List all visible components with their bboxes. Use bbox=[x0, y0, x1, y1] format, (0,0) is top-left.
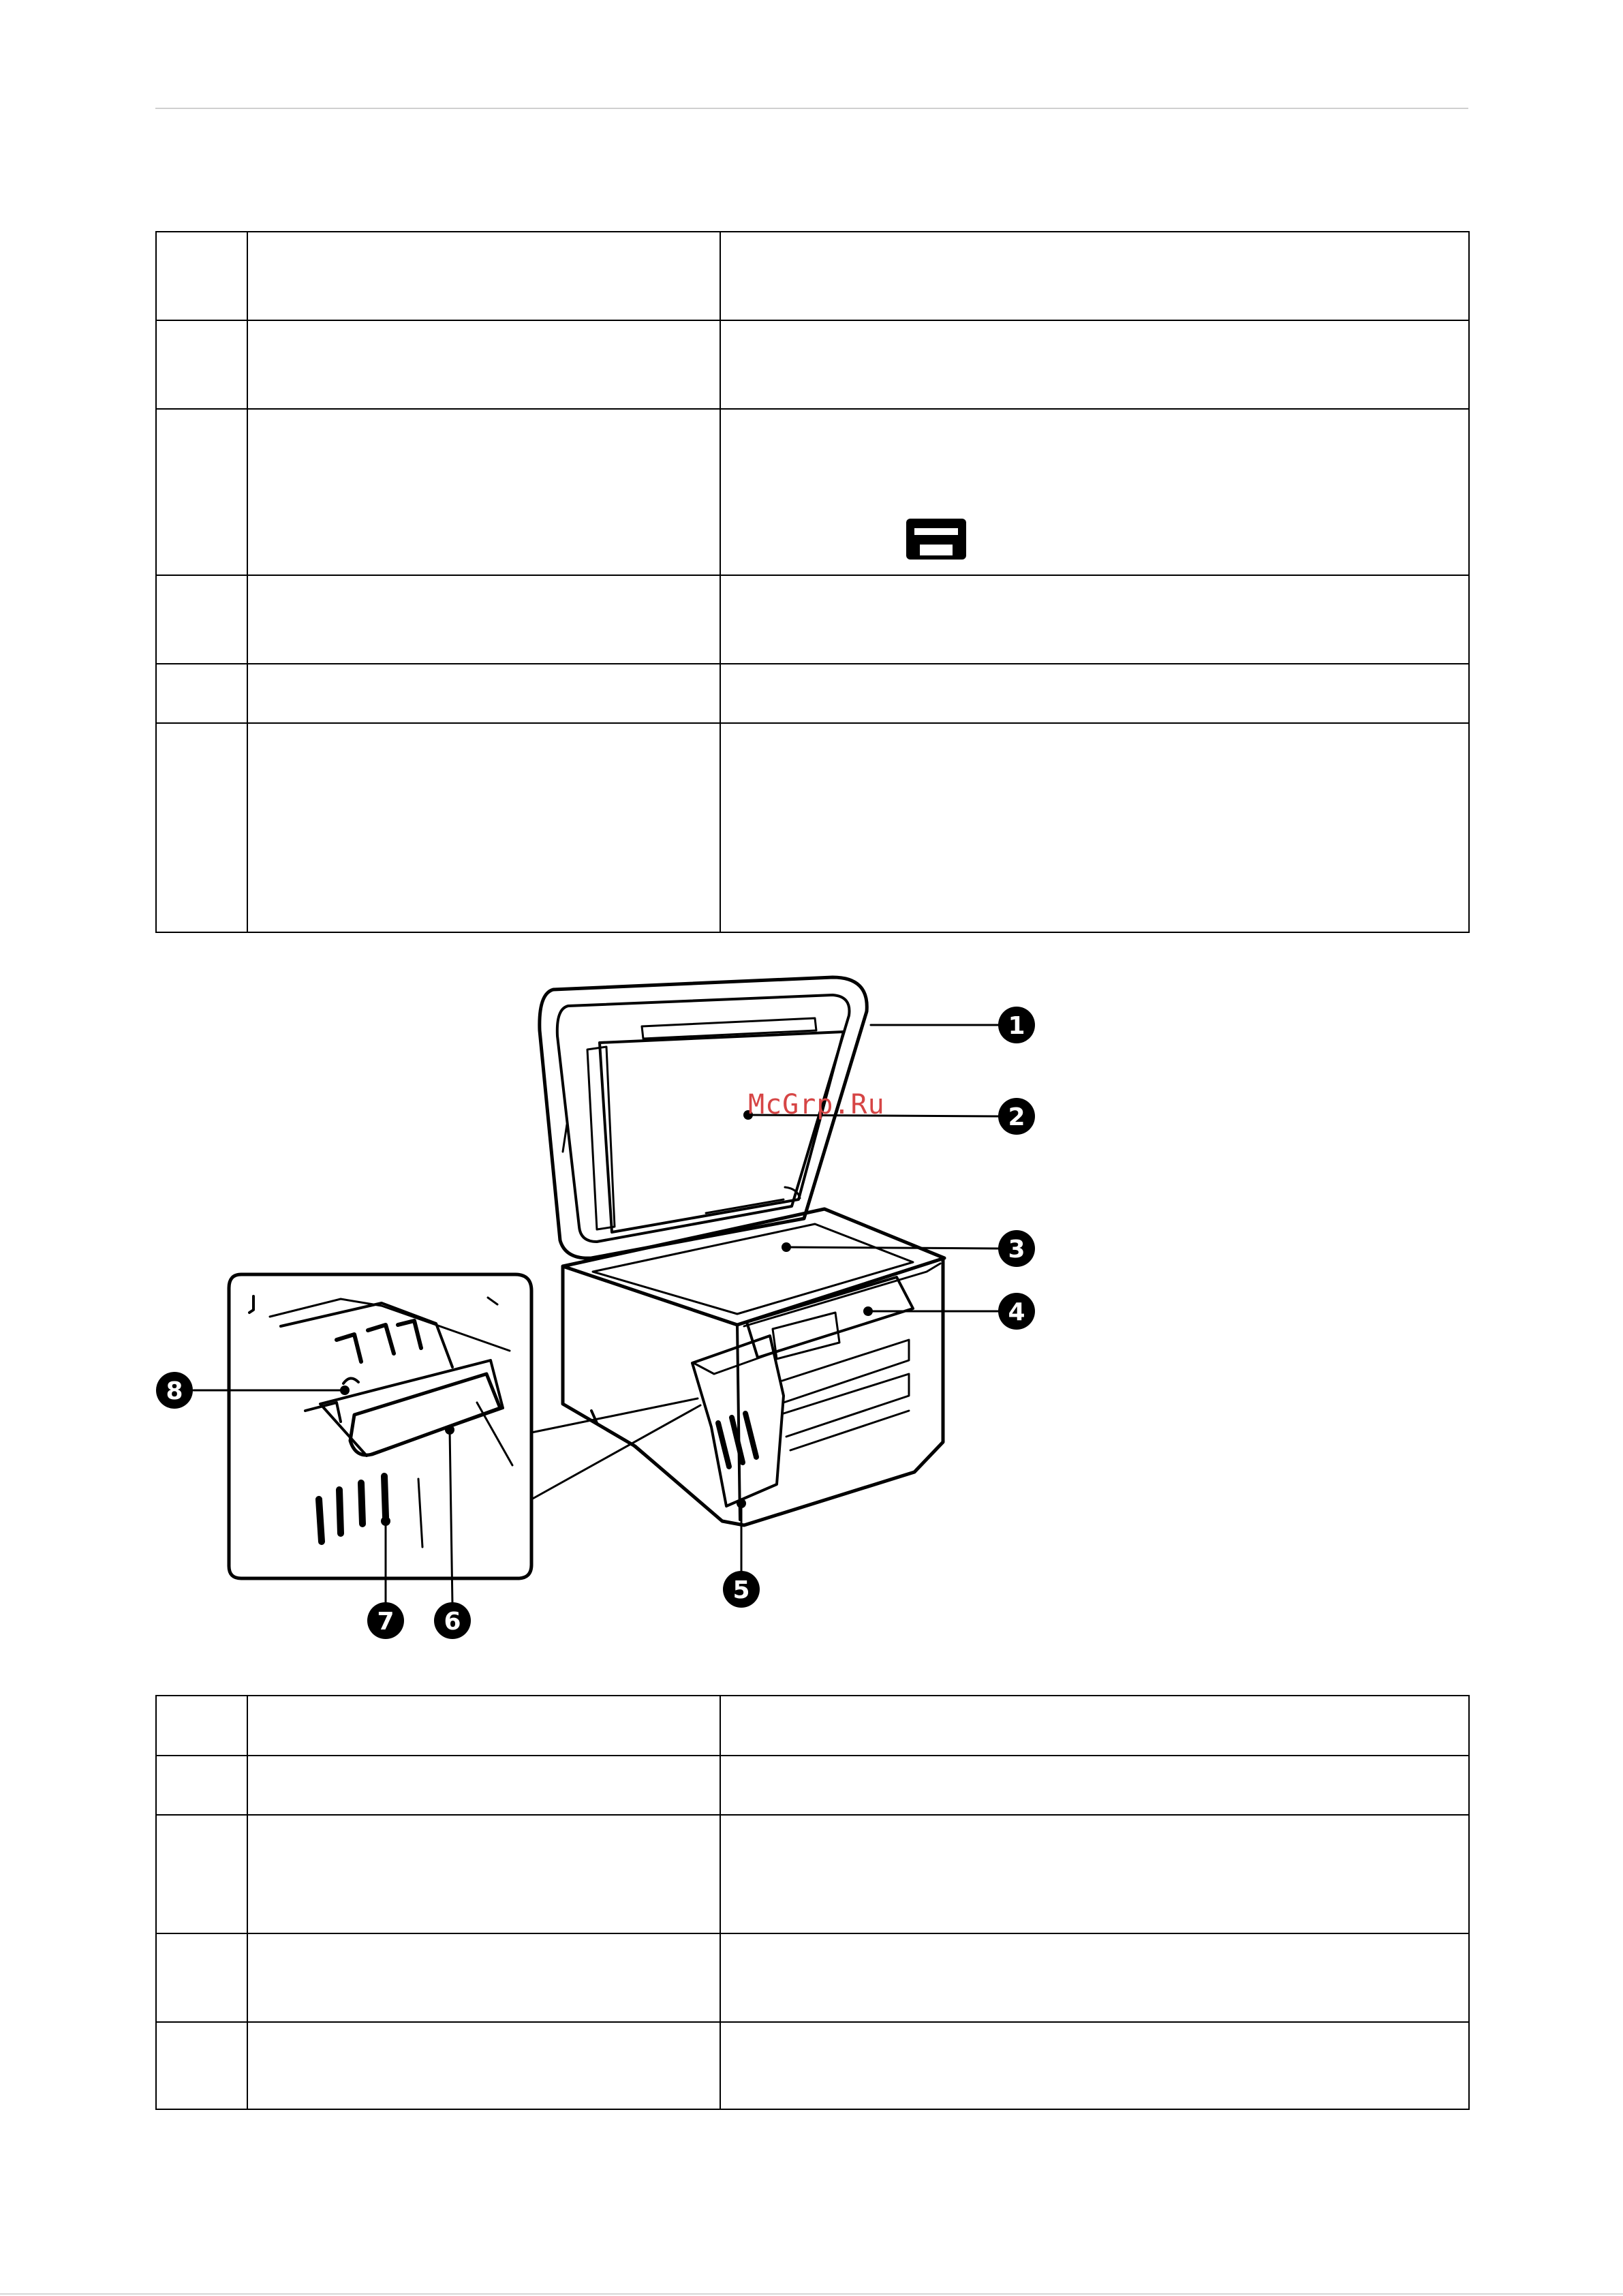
table-row bbox=[156, 2022, 1469, 2109]
callout-4 bbox=[998, 1293, 1035, 1330]
footer-rule bbox=[0, 2293, 1623, 2295]
callout-7 bbox=[367, 1602, 404, 1639]
table-row bbox=[156, 1756, 1469, 1815]
document-mat bbox=[600, 1032, 844, 1232]
callout-8 bbox=[156, 1372, 193, 1409]
ink-tank-inset bbox=[229, 1274, 531, 1578]
callout-3 bbox=[998, 1230, 1035, 1267]
ink-tank-cover bbox=[350, 1374, 500, 1455]
callout-number: 8 bbox=[166, 1377, 183, 1405]
callout-number: 5 bbox=[732, 1576, 750, 1604]
callout-number: 7 bbox=[377, 1608, 395, 1636]
printer-body bbox=[563, 1258, 943, 1525]
callout-number: 6 bbox=[444, 1608, 461, 1636]
table-row bbox=[156, 1696, 1469, 1756]
callout-markers bbox=[156, 1007, 1035, 1639]
callout-2 bbox=[998, 1098, 1035, 1135]
watermark: McGrp.Ru bbox=[748, 1089, 885, 1120]
table-row bbox=[156, 1815, 1469, 1933]
table-row bbox=[156, 1933, 1469, 2022]
callout-1 bbox=[998, 1007, 1035, 1043]
callout-number: 4 bbox=[1008, 1298, 1025, 1326]
callout-number: 1 bbox=[1008, 1012, 1025, 1040]
callout-number: 3 bbox=[1008, 1236, 1025, 1264]
callout-5 bbox=[723, 1571, 760, 1608]
callout-6 bbox=[434, 1602, 471, 1639]
parts-table-bottom bbox=[155, 1695, 1470, 2110]
callout-number: 2 bbox=[1008, 1103, 1025, 1131]
